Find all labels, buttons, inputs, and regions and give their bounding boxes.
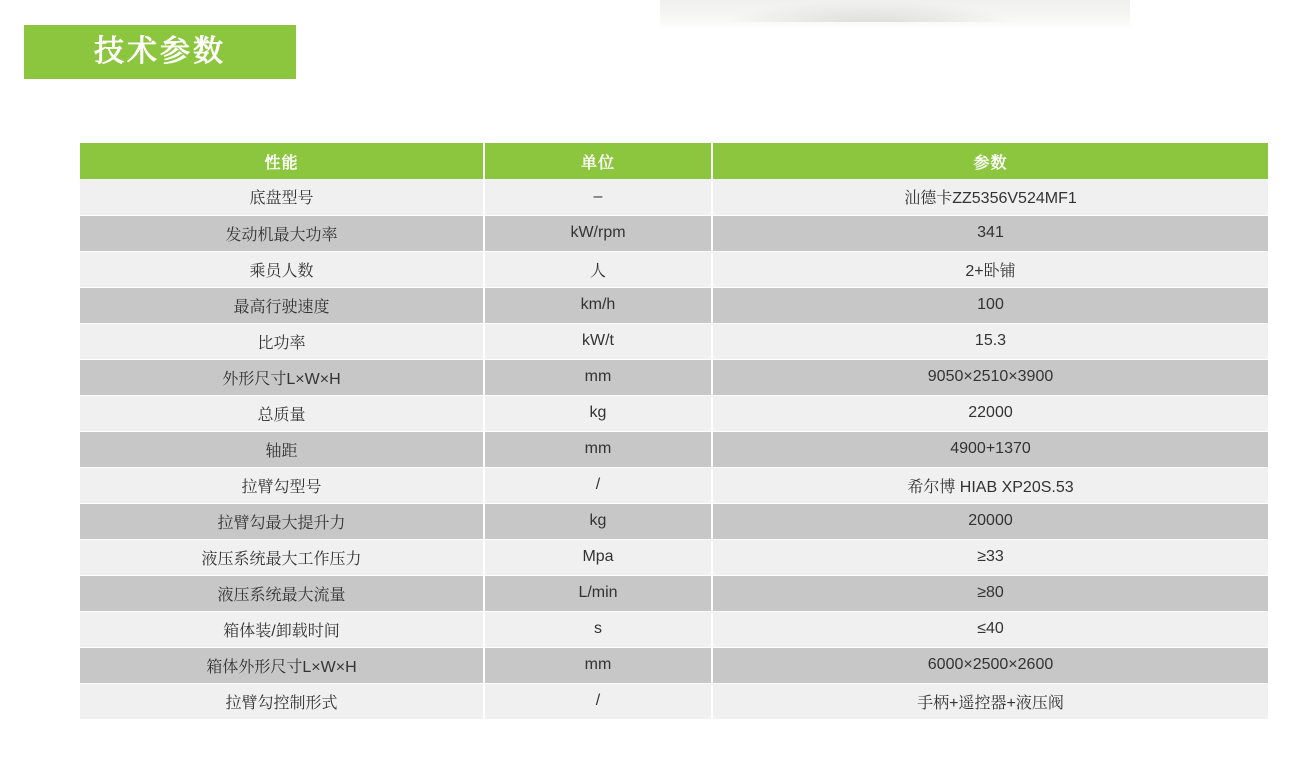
column-header-performance: 性能 — [80, 143, 484, 179]
table-row — [80, 179, 1268, 215]
cell-value: 2+卧铺 — [712, 251, 1268, 287]
cell-performance: 拉臂勾控制形式 — [80, 683, 484, 719]
cell-value: ≥80 — [712, 575, 1268, 611]
cell-unit: / — [484, 467, 712, 503]
cell-unit: kg — [484, 395, 712, 431]
cell-unit: L/min — [484, 575, 712, 611]
cell-performance: 拉臂勾最大提升力 — [80, 503, 484, 539]
cell-unit: km/h — [484, 287, 712, 323]
table-row — [80, 323, 1268, 359]
column-header-unit: 单位 — [484, 143, 712, 179]
cell-value: 20000 — [712, 503, 1268, 539]
cell-unit: / — [484, 683, 712, 719]
cell-performance: 底盘型号 — [80, 179, 484, 215]
table-row — [80, 215, 1268, 251]
cell-value: 341 — [712, 215, 1268, 251]
table-row — [80, 539, 1268, 575]
cell-performance: 外形尺寸L×W×H — [80, 359, 484, 395]
table-header-row — [80, 143, 1268, 179]
table-row — [80, 251, 1268, 287]
cell-value: 100 — [712, 287, 1268, 323]
cell-performance: 乘员人数 — [80, 251, 484, 287]
table-row — [80, 683, 1268, 719]
decorative-image-remnant — [660, 0, 1130, 30]
table-row — [80, 359, 1268, 395]
cell-unit: kW/rpm — [484, 215, 712, 251]
cell-value: 4900+1370 — [712, 431, 1268, 467]
cell-performance: 液压系统最大工作压力 — [80, 539, 484, 575]
cell-value: 9050×2510×3900 — [712, 359, 1268, 395]
table-row — [80, 467, 1268, 503]
cell-value: 22000 — [712, 395, 1268, 431]
page-title: 技术参数 — [94, 35, 226, 68]
cell-unit: Mpa — [484, 539, 712, 575]
cell-performance: 比功率 — [80, 323, 484, 359]
table-row — [80, 431, 1268, 467]
cell-unit: s — [484, 611, 712, 647]
cell-value: 汕德卡ZZ5356V524MF1 — [712, 179, 1268, 215]
table-row — [80, 503, 1268, 539]
table-row — [80, 287, 1268, 323]
table-row — [80, 647, 1268, 683]
cell-unit: kg — [484, 503, 712, 539]
cell-value: ≥33 — [712, 539, 1268, 575]
cell-unit: mm — [484, 431, 712, 467]
column-header-value: 参数 — [712, 143, 1268, 179]
cell-unit: 人 — [484, 251, 712, 287]
cell-performance: 液压系统最大流量 — [80, 575, 484, 611]
section-title-band — [24, 25, 296, 79]
technical-parameters-table — [80, 143, 1268, 720]
table-row — [80, 395, 1268, 431]
cell-performance: 总质量 — [80, 395, 484, 431]
cell-performance: 发动机最大功率 — [80, 215, 484, 251]
cell-unit: – — [484, 179, 712, 215]
cell-performance: 拉臂勾型号 — [80, 467, 484, 503]
cell-value: 15.3 — [712, 323, 1268, 359]
cell-value: ≤40 — [712, 611, 1268, 647]
cell-performance: 轴距 — [80, 431, 484, 467]
table-row — [80, 575, 1268, 611]
cell-value: 手柄+遥控器+液压阀 — [712, 683, 1268, 719]
table-row — [80, 611, 1268, 647]
cell-performance: 最高行驶速度 — [80, 287, 484, 323]
cell-unit: mm — [484, 359, 712, 395]
cell-value: 希尔博 HIAB XP20S.53 — [712, 467, 1268, 503]
cell-performance: 箱体外形尺寸L×W×H — [80, 647, 484, 683]
cell-value: 6000×2500×2600 — [712, 647, 1268, 683]
cell-unit: mm — [484, 647, 712, 683]
cell-performance: 箱体装/卸载时间 — [80, 611, 484, 647]
cell-unit: kW/t — [484, 323, 712, 359]
